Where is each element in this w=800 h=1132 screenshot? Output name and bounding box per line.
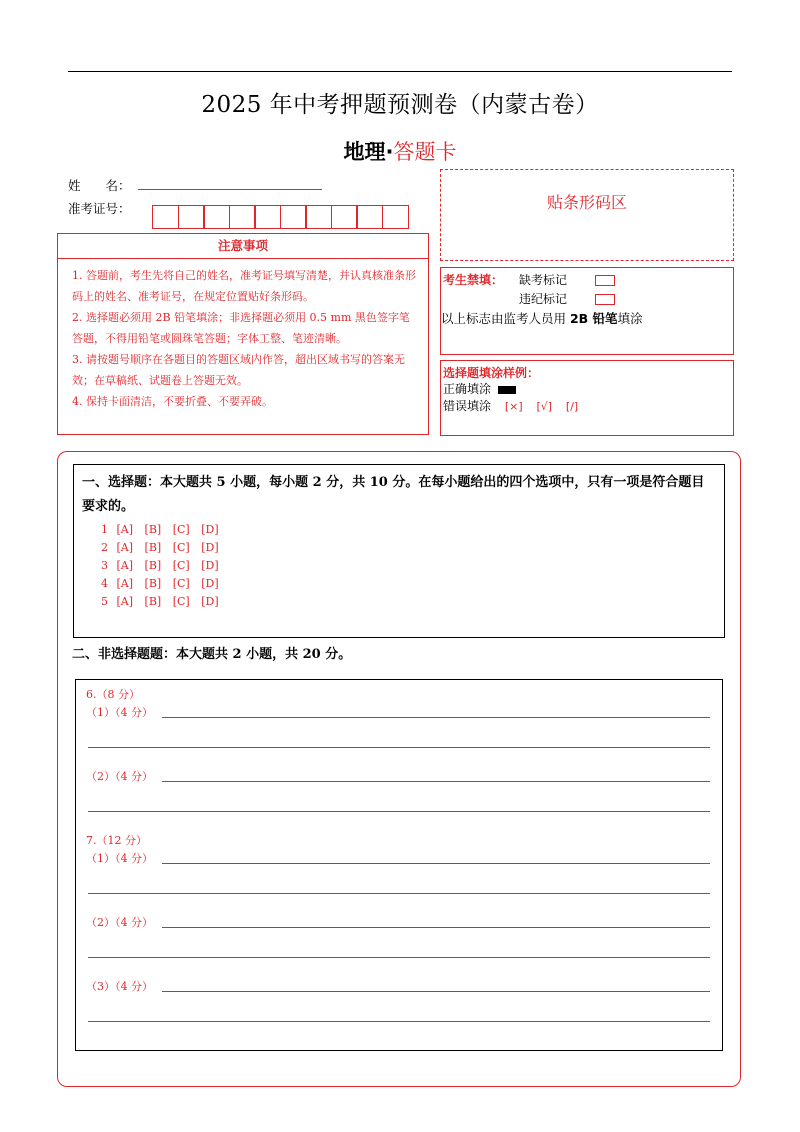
option-a-bubble[interactable]: [A]	[116, 559, 134, 572]
wrong-fill-mark-cross: [×]	[504, 400, 523, 413]
q7-title: 7.（12 分）	[86, 834, 147, 847]
header-rule	[68, 71, 732, 72]
option-a-bubble[interactable]: [A]	[116, 577, 134, 590]
option-b-bubble[interactable]: [B]	[144, 541, 162, 554]
question-number: 1	[101, 523, 108, 536]
mcq-title: 一、选择题：本大题共 5 小题，每小题 2 分，共 10 分。在每小题给出的四个选项中，只有一项是符合题目要求的。	[82, 475, 705, 514]
question-number: 2	[101, 541, 108, 554]
answer-line[interactable]	[88, 747, 710, 748]
exam-id-digit-box[interactable]	[203, 205, 230, 229]
notice-item: 1. 答题前，考生先将自己的姓名，准考证号填写清楚，并认真核准条形码上的姓名、准考证号，在规定位置贴好条形码。	[72, 269, 416, 303]
answer-line[interactable]	[88, 957, 710, 958]
question-number: 3	[101, 559, 108, 572]
mcq-question-row	[96, 593, 227, 611]
q6-part2-label: （2）（4 分）	[86, 770, 153, 783]
name-field[interactable]	[138, 189, 322, 190]
option-c-bubble[interactable]: [C]	[172, 577, 190, 590]
barcode-label: 贴条形码区	[546, 193, 627, 212]
subject-label: 地理	[343, 140, 386, 164]
violation-label: 违纪标记	[519, 292, 568, 306]
card-title	[0, 136, 800, 166]
option-c-bubble[interactable]: [C]	[172, 595, 190, 608]
option-d-bubble[interactable]: [D]	[201, 541, 219, 554]
proctor-note-pre: 以上标志由监考人员用	[441, 311, 570, 326]
wrong-fill-label: 错误填涂	[443, 399, 492, 413]
q7-part2-label: （2）（4 分）	[86, 916, 153, 929]
notice-item: 4. 保持卡面清洁，不要折叠、不要弄破。	[72, 395, 273, 408]
notice-item: 2. 选择题必须用 2B 铅笔填涂；非选择题必须用 0.5 mm 黑色签字笔答题，不得用铅笔或圆珠笔答题；字体工整、笔迹清晰。	[72, 311, 410, 345]
proctor-note-bold: 2B 铅笔	[569, 311, 618, 326]
exam-id-digit-box[interactable]	[229, 205, 256, 229]
name-label: 姓 名：	[68, 178, 131, 193]
mcq-question-row	[96, 557, 227, 575]
option-c-bubble[interactable]: [C]	[172, 523, 190, 536]
notice-heading: 注意事项	[58, 234, 428, 259]
exam-id-digit-box[interactable]	[305, 205, 332, 229]
card-label: 答题卡	[393, 140, 457, 164]
notice-item: 3. 请按题号顺序在各题目的答题区域内作答，超出区域书写的答案无效；在草稿纸、试题卷上答题无效。	[72, 353, 405, 387]
answer-line[interactable]	[162, 863, 710, 864]
option-b-bubble[interactable]: [B]	[144, 577, 162, 590]
proctor-note-post: 填涂	[617, 311, 643, 326]
option-d-bubble[interactable]: [D]	[201, 523, 219, 536]
violation-mark-box[interactable]	[595, 294, 615, 305]
correct-fill-mark	[498, 386, 516, 394]
exam-id-boxes[interactable]	[152, 205, 407, 229]
q6-part1-label: （1）（4 分）	[86, 706, 153, 719]
answer-line[interactable]	[162, 717, 710, 718]
option-a-bubble[interactable]: [A]	[116, 541, 134, 554]
mcq-question-row	[96, 521, 227, 539]
answer-line[interactable]	[162, 781, 710, 782]
forbidden-label: 考生禁填：	[443, 273, 504, 287]
question-number: 4	[101, 577, 108, 590]
q7-part3-label: （3）（4 分）	[86, 980, 153, 993]
title-dot: ·	[385, 140, 394, 164]
notice-panel	[57, 233, 429, 435]
mcq-question-row	[96, 539, 227, 557]
non-mcq-title: 二、非选择题题：本大题共 2 小题，共 20 分。	[72, 647, 352, 662]
option-b-bubble[interactable]: [B]	[144, 559, 162, 572]
option-b-bubble[interactable]: [B]	[144, 523, 162, 536]
non-mcq-section	[75, 679, 723, 1051]
fill-example-panel	[440, 360, 734, 436]
exam-id-digit-box[interactable]	[280, 205, 307, 229]
option-d-bubble[interactable]: [D]	[201, 559, 219, 572]
mcq-section	[73, 464, 725, 638]
exam-id-digit-box[interactable]	[178, 205, 205, 229]
exam-id-digit-box[interactable]	[152, 205, 179, 229]
exam-id-label: 准考证号：	[68, 201, 131, 216]
answer-line[interactable]	[162, 991, 710, 992]
absent-label: 缺考标记	[519, 273, 568, 287]
barcode-area	[440, 169, 734, 261]
answer-line[interactable]	[162, 927, 710, 928]
question-number: 5	[101, 595, 108, 608]
option-a-bubble[interactable]: [A]	[116, 523, 134, 536]
answer-line[interactable]	[88, 893, 710, 894]
wrong-fill-mark-slash: [/]	[565, 400, 579, 413]
option-d-bubble[interactable]: [D]	[201, 595, 219, 608]
option-c-bubble[interactable]: [C]	[172, 559, 190, 572]
option-a-bubble[interactable]: [A]	[116, 595, 134, 608]
q7-part1-label: （1）（4 分）	[86, 852, 153, 865]
q6-title: 6.（8 分）	[86, 688, 140, 701]
proctor-marks-panel	[440, 267, 734, 355]
fill-example-label: 选择题填涂样例：	[443, 366, 540, 380]
correct-fill-label: 正确填涂	[443, 382, 492, 396]
exam-id-digit-box[interactable]	[331, 205, 358, 229]
option-b-bubble[interactable]: [B]	[144, 595, 162, 608]
answer-line[interactable]	[88, 1021, 710, 1022]
exam-id-digit-box[interactable]	[254, 205, 281, 229]
wrong-fill-mark-check: [√]	[536, 400, 553, 413]
exam-id-digit-box[interactable]	[382, 205, 409, 229]
absent-mark-box[interactable]	[595, 275, 615, 286]
mcq-question-row	[96, 575, 227, 593]
option-c-bubble[interactable]: [C]	[172, 541, 190, 554]
option-d-bubble[interactable]: [D]	[201, 577, 219, 590]
exam-title: 2025 年中考押题预测卷（内蒙古卷）	[201, 92, 599, 118]
exam-id-digit-box[interactable]	[356, 205, 383, 229]
answer-line[interactable]	[88, 811, 710, 812]
